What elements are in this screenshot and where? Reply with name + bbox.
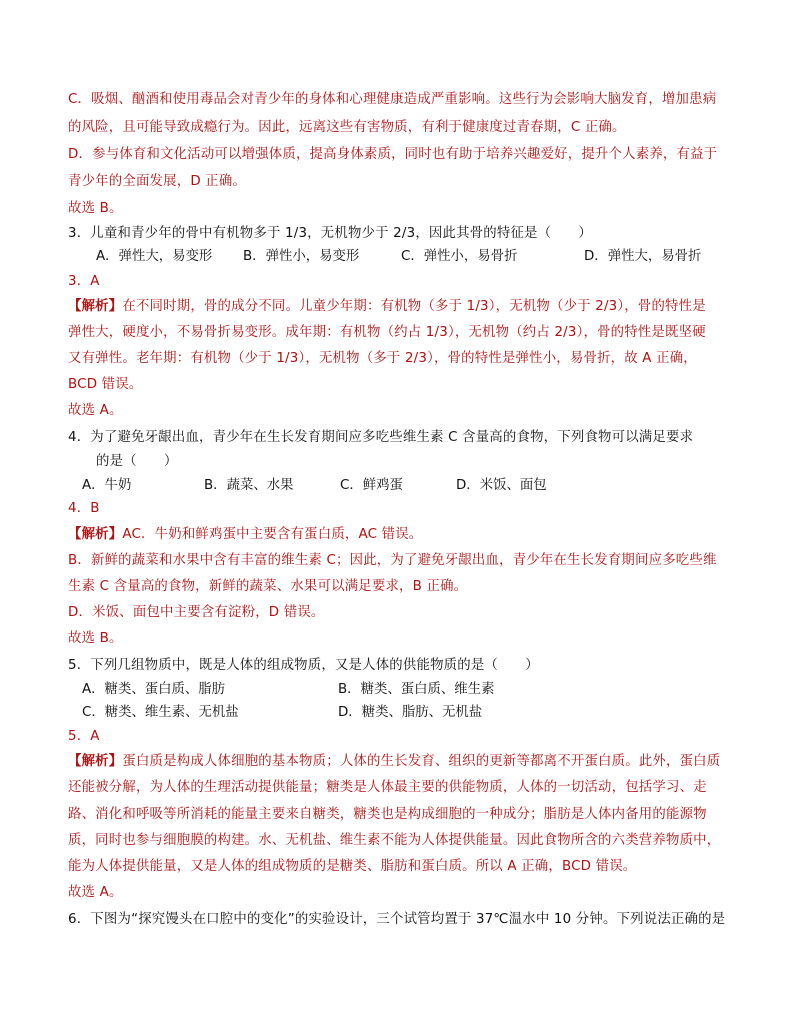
q3-option-b: B．弹性小，易变形 [243,249,360,264]
q4-option-c: C．鲜鸡蛋 [340,478,403,493]
analysis-tag: 【解析】 [68,299,123,314]
q4-analysis-line1: 【解析】AC．牛奶和鲜鸡蛋中主要含有蛋白质，AC 错误。 [68,527,423,542]
q2-option-d-line1: D．参与体育和文化活动可以增强体质，提高身体素质，同时也有助于培养兴趣爱好，提升个人素养，有益于 [68,147,718,162]
q3-option-d: D．弹性大，易骨折 [584,249,702,264]
q4-answer: 4．B [68,501,100,516]
q5-analysis-line1: 【解析】蛋白质是构成人体细胞的基本物质；人体的生长发育、组织的更新等都离不开蛋白质。此外，蛋白质 [68,754,721,769]
analysis-tag: 【解析】 [68,527,123,542]
q5-analysis-line2: 还能被分解，为人体的生理活动提供能量；糖类是人体最主要的供能物质，人体的一切活动，包括学习、走 [68,780,707,795]
q5-analysis-line3: 路、消化和呼吸等所消耗的能量主要来自糖类，糖类也是构成细胞的一种成分；脂肪是人体内备用的能源物 [68,807,707,822]
q4-analysis-line4: D．米饭、面包中主要含有淀粉，D 错误。 [68,605,325,620]
q5-analysis-line5: 能为人体提供能量，又是人体的组成物质的是糖类、脂肪和蛋白质。所以 A 正确，BCD 错误。 [68,859,637,874]
q4-stem-line1: 4．为了避免牙龈出血，青少年在生长发育期间应多吃些维生素 C 含量高的食物，下列食物可以满足要求 [68,430,694,445]
q2-option-d-line2: 青少年的全面发展，D 正确。 [68,174,247,189]
q3-stem: 3．儿童和青少年的骨中有机物多于 1/3，无机物少于 2/3，因此其骨的特征是（ ） [68,226,593,241]
q3-conclusion: 故选 A。 [68,403,123,418]
analysis-tag: 【解析】 [68,754,123,769]
q5-option-b: B．糖类、蛋白质、维生素 [338,682,495,697]
q5-option-a: A．糖类、蛋白质、脂肪 [82,682,226,697]
q4-option-d: D．米饭、面包 [456,478,547,493]
q4-analysis-line3: 生素 C 含量高的食物，新鲜的蔬菜、水果可以满足要求，B 正确。 [68,579,468,594]
q3-analysis-line4: BCD 错误。 [68,377,143,392]
q4-stem-line2: 的是（ ） [96,454,178,469]
q5-option-d: D．糖类、脂肪、无机盐 [338,705,483,720]
q5-answer: 5．A [68,729,100,744]
q4-analysis-line2: B．新鲜的蔬菜和水果中含有丰富的维生素 C；因此，为了避免牙龈出血，青少年在生长发育期间应多吃些维 [68,553,717,568]
q5-stem: 5．下列几组物质中，既是人体的组成物质，又是人体的供能物质的是（ ） [68,658,539,673]
q3-option-a: A．弹性大，易变形 [96,249,213,264]
q3-option-c: C．弹性小，易骨折 [401,249,518,264]
q2-option-c-line1: C．吸烟、酗酒和使用毒品会对青少年的身体和心理健康造成严重影响。这些行为会影响大脑发育，增加患病 [68,92,717,107]
q5-option-c: C．糖类、维生素、无机盐 [82,705,239,720]
q3-analysis-line3: 又有弹性。老年期：有机物（少于 1/3），无机物（多于 2/3），骨的特性是弹性小，易骨折，故 A 正确， [68,351,697,366]
q5-analysis-line4: 质，同时也参与细胞膜的构建。水、无机盐、维生素不能为人体提供能量。因此食物所含的六类营养物质中， [68,833,721,848]
q2-option-c-line2: 的风险，且可能导致成瘾行为。因此，远离这些有害物质，有利于健康度过青春期，C 正确。 [68,120,626,135]
q3-analysis-line2: 弹性大，硬度小，不易骨折易变形。成年期：有机物（约占 1/3），无机物（约占 2/3），骨的特性是既坚硬 [68,325,706,340]
q3-answer: 3．A [68,274,100,289]
q5-conclusion: 故选 A。 [68,885,123,900]
q2-conclusion: 故选 B。 [68,201,123,216]
q4-conclusion: 故选 B。 [68,631,123,646]
q4-option-a: A．牛奶 [82,478,132,493]
q3-analysis-line1: 【解析】在不同时期，骨的成分不同。儿童少年期：有机物（多于 1/3），无机物（少于 2/3），骨的特性是 [68,299,706,314]
q6-stem: 6．下图为“探究馒头在口腔中的变化”的实验设计，三个试管均置于 37℃温水中 10 分钟。下列说法正确的是 [68,912,726,927]
q4-option-b: B．蔬菜、水果 [204,478,294,493]
